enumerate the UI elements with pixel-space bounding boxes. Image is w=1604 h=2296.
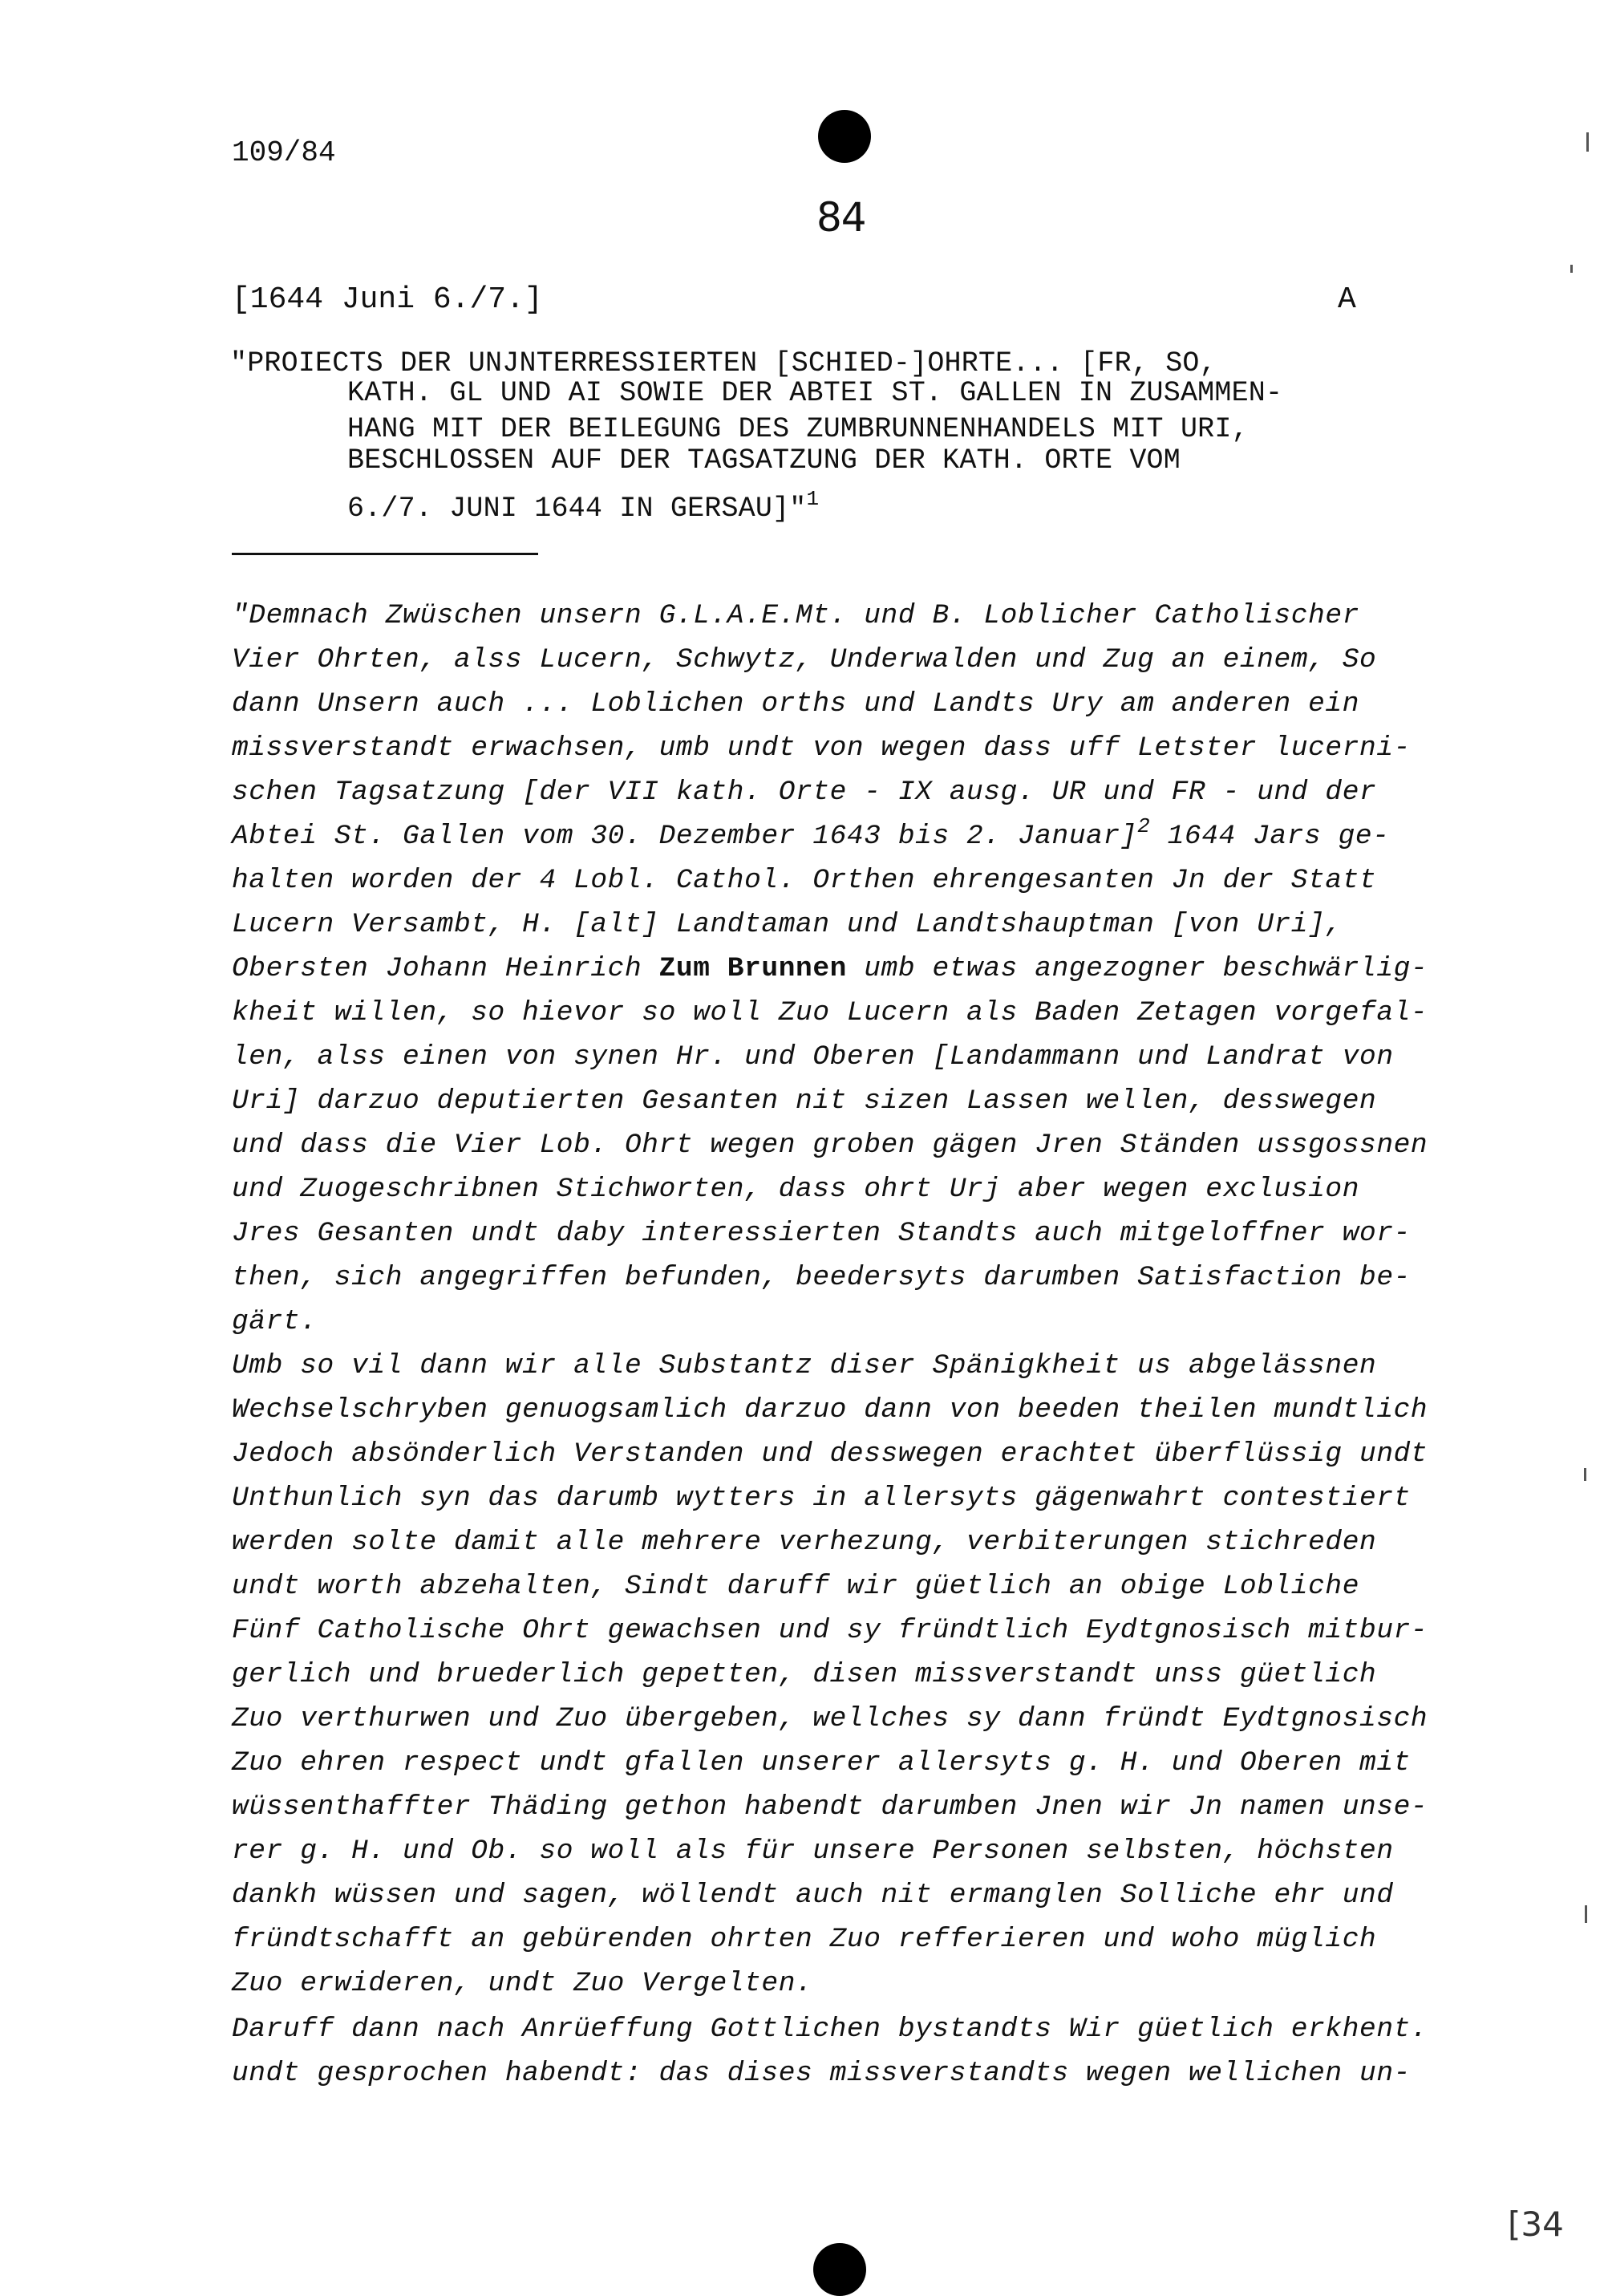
body-line: dann Unsern auch ... Loblichen orths und Landts Ury am anderen ein [232, 688, 1360, 720]
scan-speck [1570, 265, 1573, 273]
title-line: BESCHLOSSEN AUF DER TAGSATZUNG DER KATH. ORTE VOM [347, 444, 1181, 477]
body-line: undt worth abzehalten, Sindt daruff wir güetlich an obige Lobliche [232, 1571, 1360, 1602]
emphasized-name: Zum Brunnen [658, 953, 847, 984]
body-text: umb etwas angezogner beschwärlig- [846, 953, 1428, 984]
body-line: Zuo ehren respect undt gfallen unserer allersyts g. H. und Oberen mit [232, 1747, 1411, 1779]
footnote-marker: 2 [1137, 814, 1151, 838]
body-line: gärt. [232, 1306, 318, 1337]
body-line: Uri] darzuo deputierten Gesanten nit sizen Lassen wellen, desswegen [232, 1085, 1377, 1117]
body-line: gerlich und bruederlich gepetten, disen missverstandt unss güetlich [232, 1659, 1377, 1690]
punch-hole-bottom [813, 2243, 866, 2296]
body-text: Abtei St. Gallen vom 30. Dezember 1643 bis 2. Januar] [232, 821, 1138, 852]
body-line: Vier Ohrten, alss Lucern, Schwytz, Underwalden und Zug an einem, So [232, 644, 1377, 675]
body-line: len, alss einen von synen Hr. und Oberen [Landammann und Landrat von [232, 1041, 1394, 1073]
body-line: Jres Gesanten undt daby interessierten Standts auch mitgeloffner wor- [232, 1218, 1411, 1249]
title-line: "PROIECTS DER UNJNTERRESSIERTEN [SCHIED-]OHRTE... [FR, SO, [230, 347, 1217, 379]
body-line: Umb so vil dann wir alle Substantz diser Spänigkheit us abgelässnen [232, 1350, 1377, 1381]
page-number: 84 [816, 194, 866, 241]
footnote-marker: 1 [806, 487, 820, 511]
body-line: fründtschafft an gebürenden ohrten Zuo refferieren und woho müglich [232, 1924, 1377, 1955]
body-line: rer g. H. und Ob. so woll als für unsere Personen selbsten, höchsten [232, 1836, 1394, 1867]
body-text: 1644 Jars ge- [1150, 821, 1390, 852]
title-line: KATH. GL UND AI SOWIE DER ABTEI ST. GALLEN IN ZUSAMMEN- [347, 377, 1283, 409]
body-line: dankh wüssen und sagen, wöllendt auch nit ermanglen Solliche ehr und [232, 1880, 1394, 1911]
handwritten-note: [34 [1508, 2205, 1564, 2244]
body-line: und dass die Vier Lob. Ohrt wegen groben gägen Jren Ständen ussgossnen [232, 1130, 1428, 1161]
body-line: schen Tagsatzung [der VII kath. Orte - IX ausg. UR und FR - und der [232, 777, 1377, 808]
body-line: Daruff dann nach Anrüeffung Gottlichen bystandts Wir güetlich erkhent. [232, 2014, 1428, 2045]
document-id: 109/84 [232, 136, 336, 169]
punch-hole-top [818, 110, 871, 163]
section-marker: A [1338, 282, 1356, 317]
scan-speck [1586, 132, 1589, 152]
body-line: wüssenthaffter Thäding gethon habendt darumben Jnen wir Jn namen unse- [232, 1791, 1428, 1823]
scan-speck [1585, 1905, 1587, 1923]
title-line: HANG MIT DER BEILEGUNG DES ZUMBRUNNENHANDELS MIT URI, [347, 413, 1249, 445]
title-line-last [347, 487, 820, 525]
body-line: then, sich angegriffen befunden, beedersyts darumben Satisfaction be- [232, 1262, 1411, 1293]
body-line: Zuo verthurwen und Zuo übergeben, wellches sy dann fründt Eydtgnosisch [232, 1703, 1428, 1734]
body-line [232, 953, 1428, 984]
scan-speck [1584, 1468, 1586, 1481]
body-line: halten worden der 4 Lobl. Cathol. Orthen ehrengesanten Jn der Statt [232, 865, 1377, 896]
body-line: Zuo erwideren, undt Zuo Vergelten. [232, 1968, 813, 1999]
body-line: undt gesprochen habendt: das dises missverstandts wegen wellichen un- [232, 2058, 1411, 2089]
body-line: Lucern Versambt, H. [alt] Landtaman und Landtshauptman [von Uri], [232, 909, 1343, 940]
body-line: Wechselschryben genuogsamlich darzuo dann von beeden theilen mundtlich [232, 1394, 1428, 1426]
body-line: "Demnach Zwüschen unsern G.L.A.E.Mt. und B. Loblicher Catholischer [232, 600, 1360, 631]
body-line [232, 814, 1390, 852]
body-line: Unthunlich syn das darumb wytters in allersyts gägenwahrt contestiert [232, 1483, 1411, 1514]
body-line: Fünf Catholische Ohrt gewachsen und sy fründtlich Eydtgnosisch mitbur- [232, 1615, 1428, 1646]
body-line: und Zuogeschribnen Stichworten, dass ohrt Urj aber wegen exclusion [232, 1174, 1360, 1205]
body-line: missverstandt erwachsen, umb undt von wegen dass uff Letster lucerni- [232, 732, 1411, 764]
body-line: Jedoch absönderlich Verstanden und desswegen erachtet überflüssig undt [232, 1438, 1428, 1470]
body-line: werden solte damit alle mehrere verhezung, verbiterungen stichreden [232, 1527, 1377, 1558]
body-line: kheit willen, so hievor so woll Zuo Lucern als Baden Zetagen vorgefal- [232, 997, 1428, 1028]
separator-rule [232, 553, 538, 555]
title-text: 6./7. JUNI 1644 IN GERSAU]" [347, 493, 807, 525]
body-text: Obersten Johann Heinrich [232, 953, 659, 984]
document-date: [1644 Juni 6./7.] [232, 282, 543, 317]
